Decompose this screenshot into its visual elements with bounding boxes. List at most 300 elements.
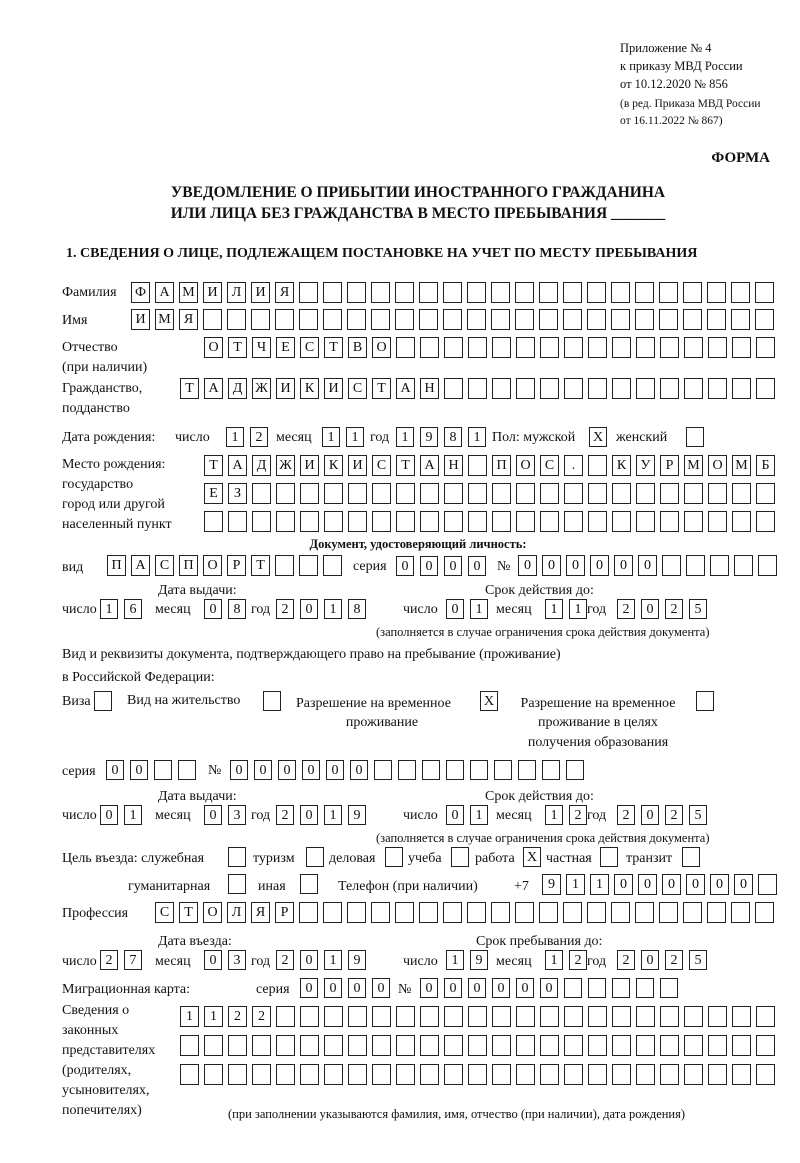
birth-place-1-cell[interactable]: К <box>612 455 631 476</box>
citizenship-cell[interactable] <box>708 378 727 399</box>
patronymic-cell[interactable] <box>756 337 775 358</box>
name-cell[interactable] <box>491 309 510 330</box>
id-number-cell[interactable]: 0 <box>566 555 585 576</box>
id-number-cell[interactable]: 0 <box>518 555 537 576</box>
representatives-3-cell[interactable] <box>468 1064 487 1085</box>
profession-cell[interactable] <box>491 902 510 923</box>
surname-cell[interactable] <box>659 282 678 303</box>
birth-place-2-cell[interactable] <box>372 483 391 504</box>
birth-place-3-cell[interactable] <box>636 511 655 532</box>
birth-place-2-cell[interactable] <box>444 483 463 504</box>
id-kind-cell[interactable] <box>323 555 342 576</box>
mig-series-cell[interactable]: 0 <box>300 978 318 998</box>
patronymic-cell[interactable] <box>660 337 679 358</box>
birth-place-2-cell[interactable] <box>348 483 367 504</box>
representatives-2-cell[interactable] <box>204 1035 223 1056</box>
entry-day-cell[interactable]: 2 <box>100 950 118 970</box>
representatives-3-cell[interactable] <box>228 1064 247 1085</box>
representatives-2-cell[interactable] <box>276 1035 295 1056</box>
id-issue-year-cell[interactable]: 2 <box>276 599 294 619</box>
purpose-transit-checkbox[interactable] <box>682 847 700 867</box>
stay-issue-year-cell[interactable]: 1 <box>324 805 342 825</box>
representatives-2-cell[interactable] <box>372 1035 391 1056</box>
id-valid-day-cell[interactable]: 0 <box>446 599 464 619</box>
birth-place-2-cell[interactable] <box>612 483 631 504</box>
citizenship-cell[interactable] <box>660 378 679 399</box>
stay-number-cell[interactable] <box>470 760 488 780</box>
citizenship-cell[interactable]: Д <box>228 378 247 399</box>
name-cell[interactable] <box>443 309 462 330</box>
birth-place-3-cell[interactable] <box>228 511 247 532</box>
citizenship-cell[interactable] <box>516 378 535 399</box>
citizenship-cell[interactable]: Т <box>180 378 199 399</box>
citizenship-cell[interactable] <box>636 378 655 399</box>
stay-series-cell[interactable] <box>154 760 172 780</box>
birth-place-1-cell[interactable]: А <box>228 455 247 476</box>
mig-number-cell[interactable] <box>612 978 630 998</box>
patronymic-cell[interactable] <box>708 337 727 358</box>
representatives-3-cell[interactable] <box>324 1064 343 1085</box>
name-cell[interactable] <box>731 309 750 330</box>
birth-place-3-cell[interactable] <box>708 511 727 532</box>
birth-year-cell[interactable]: 8 <box>444 427 462 447</box>
representatives-1-cell[interactable] <box>564 1006 583 1027</box>
surname-cell[interactable] <box>323 282 342 303</box>
citizenship-cell[interactable] <box>732 378 751 399</box>
representatives-3-cell[interactable] <box>420 1064 439 1085</box>
patronymic-cell[interactable]: В <box>348 337 367 358</box>
representatives-2-cell[interactable] <box>540 1035 559 1056</box>
id-series-cell[interactable]: 0 <box>396 556 414 576</box>
purpose-official-checkbox[interactable] <box>228 847 246 867</box>
stay-until-year-cell[interactable]: 2 <box>665 950 683 970</box>
representatives-1-cell[interactable] <box>612 1006 631 1027</box>
stay-number-cell[interactable] <box>422 760 440 780</box>
patronymic-cell[interactable] <box>540 337 559 358</box>
name-cell[interactable] <box>323 309 342 330</box>
birth-place-3-cell[interactable] <box>756 511 775 532</box>
birth-place-1-cell[interactable]: А <box>420 455 439 476</box>
birth-place-1-cell[interactable]: Б <box>756 455 775 476</box>
name-cell[interactable] <box>611 309 630 330</box>
id-kind-cell[interactable]: Т <box>251 555 270 576</box>
patronymic-cell[interactable] <box>732 337 751 358</box>
surname-cell[interactable]: Ф <box>131 282 150 303</box>
representatives-2-cell[interactable] <box>300 1035 319 1056</box>
citizenship-cell[interactable]: И <box>324 378 343 399</box>
patronymic-cell[interactable]: Т <box>228 337 247 358</box>
birth-place-3-cell[interactable] <box>564 511 583 532</box>
birth-place-1-cell[interactable]: И <box>300 455 319 476</box>
citizenship-cell[interactable]: Ж <box>252 378 271 399</box>
profession-cell[interactable] <box>635 902 654 923</box>
id-valid-day-cell[interactable]: 1 <box>470 599 488 619</box>
stay-number-cell[interactable]: 0 <box>230 760 248 780</box>
stay-issue-year-cell[interactable]: 2 <box>276 805 294 825</box>
profession-cell[interactable] <box>563 902 582 923</box>
id-valid-month-cell[interactable]: 1 <box>569 599 587 619</box>
surname-cell[interactable] <box>371 282 390 303</box>
name-cell[interactable] <box>707 309 726 330</box>
stay-issue-month-cell[interactable]: 0 <box>204 805 222 825</box>
representatives-2-cell[interactable] <box>324 1035 343 1056</box>
name-cell[interactable] <box>659 309 678 330</box>
surname-cell[interactable] <box>347 282 366 303</box>
phone-cell[interactable]: 1 <box>566 874 585 895</box>
representatives-3-cell[interactable] <box>660 1064 679 1085</box>
representatives-3-cell[interactable] <box>732 1064 751 1085</box>
representatives-2-cell[interactable] <box>228 1035 247 1056</box>
name-cell[interactable] <box>203 309 222 330</box>
representatives-2-cell[interactable] <box>516 1035 535 1056</box>
mig-number-cell[interactable]: 0 <box>468 978 486 998</box>
representatives-1-cell[interactable] <box>396 1006 415 1027</box>
birth-month-cell[interactable]: 1 <box>322 427 340 447</box>
stay-number-cell[interactable]: 0 <box>278 760 296 780</box>
birth-place-2-cell[interactable] <box>300 483 319 504</box>
representatives-1-cell[interactable] <box>516 1006 535 1027</box>
birth-place-3-cell[interactable] <box>660 511 679 532</box>
surname-cell[interactable] <box>443 282 462 303</box>
patronymic-cell[interactable] <box>564 337 583 358</box>
id-valid-year-cell[interactable]: 5 <box>689 599 707 619</box>
surname-cell[interactable] <box>515 282 534 303</box>
patronymic-cell[interactable] <box>468 337 487 358</box>
profession-cell[interactable] <box>395 902 414 923</box>
stay-until-day-cell[interactable]: 1 <box>446 950 464 970</box>
representatives-2-cell[interactable] <box>756 1035 775 1056</box>
stay-valid-year-cell[interactable]: 5 <box>689 805 707 825</box>
id-number-cell[interactable] <box>686 555 705 576</box>
representatives-2-cell[interactable] <box>732 1035 751 1056</box>
birth-place-3-cell[interactable] <box>540 511 559 532</box>
stay-number-cell[interactable] <box>494 760 512 780</box>
stay-valid-year-cell[interactable]: 2 <box>665 805 683 825</box>
birth-place-2-cell[interactable]: З <box>228 483 247 504</box>
representatives-3-cell[interactable] <box>396 1064 415 1085</box>
entry-month-cell[interactable]: 3 <box>228 950 246 970</box>
profession-cell[interactable]: О <box>203 902 222 923</box>
phone-cell[interactable]: 0 <box>686 874 705 895</box>
patronymic-cell[interactable]: О <box>372 337 391 358</box>
surname-cell[interactable] <box>467 282 486 303</box>
stay-number-cell[interactable] <box>566 760 584 780</box>
stay-until-day-cell[interactable]: 9 <box>470 950 488 970</box>
mig-number-cell[interactable] <box>660 978 678 998</box>
birth-place-3-cell[interactable] <box>420 511 439 532</box>
profession-cell[interactable] <box>611 902 630 923</box>
representatives-1-cell[interactable] <box>540 1006 559 1027</box>
stay-valid-month-cell[interactable]: 1 <box>545 805 563 825</box>
mig-series-cell[interactable]: 0 <box>324 978 342 998</box>
profession-cell[interactable]: Я <box>251 902 270 923</box>
name-cell[interactable] <box>419 309 438 330</box>
birth-day-cell[interactable]: 1 <box>226 427 244 447</box>
birth-place-1-cell[interactable]: О <box>516 455 535 476</box>
birth-place-3-cell[interactable] <box>492 511 511 532</box>
mig-number-cell[interactable]: 0 <box>540 978 558 998</box>
stay-number-cell[interactable] <box>518 760 536 780</box>
representatives-3-cell[interactable] <box>636 1064 655 1085</box>
patronymic-cell[interactable] <box>444 337 463 358</box>
patronymic-cell[interactable] <box>420 337 439 358</box>
id-kind-cell[interactable]: А <box>131 555 150 576</box>
profession-cell[interactable] <box>371 902 390 923</box>
representatives-1-cell[interactable] <box>276 1006 295 1027</box>
id-issue-year-cell[interactable]: 0 <box>300 599 318 619</box>
profession-cell[interactable] <box>707 902 726 923</box>
name-cell[interactable] <box>563 309 582 330</box>
name-cell[interactable] <box>227 309 246 330</box>
stay-valid-year-cell[interactable]: 2 <box>617 805 635 825</box>
profession-cell[interactable] <box>419 902 438 923</box>
representatives-2-cell[interactable] <box>396 1035 415 1056</box>
representatives-2-cell[interactable] <box>252 1035 271 1056</box>
profession-cell[interactable]: Т <box>179 902 198 923</box>
stay-issue-month-cell[interactable]: 3 <box>228 805 246 825</box>
representatives-1-cell[interactable] <box>444 1006 463 1027</box>
stay-valid-year-cell[interactable]: 0 <box>641 805 659 825</box>
id-issue-day-cell[interactable]: 6 <box>124 599 142 619</box>
id-issue-month-cell[interactable]: 0 <box>204 599 222 619</box>
id-series-cell[interactable]: 0 <box>444 556 462 576</box>
birth-place-2-cell[interactable] <box>540 483 559 504</box>
patronymic-cell[interactable] <box>396 337 415 358</box>
purpose-private-checkbox[interactable] <box>600 847 618 867</box>
id-kind-cell[interactable] <box>299 555 318 576</box>
birth-place-2-cell[interactable] <box>564 483 583 504</box>
birth-place-1-cell[interactable]: Т <box>396 455 415 476</box>
surname-cell[interactable] <box>635 282 654 303</box>
profession-cell[interactable]: С <box>155 902 174 923</box>
surname-cell[interactable] <box>731 282 750 303</box>
representatives-3-cell[interactable] <box>348 1064 367 1085</box>
stay-number-cell[interactable] <box>374 760 392 780</box>
stay-valid-day-cell[interactable]: 0 <box>446 805 464 825</box>
phone-cell[interactable]: 0 <box>710 874 729 895</box>
representatives-1-cell[interactable] <box>756 1006 775 1027</box>
surname-cell[interactable] <box>395 282 414 303</box>
purpose-tourism-checkbox[interactable] <box>306 847 324 867</box>
patronymic-cell[interactable] <box>612 337 631 358</box>
birth-place-2-cell[interactable] <box>252 483 271 504</box>
stay-until-month-cell[interactable]: 1 <box>545 950 563 970</box>
birth-year-cell[interactable]: 9 <box>420 427 438 447</box>
purpose-business-checkbox[interactable] <box>385 847 403 867</box>
id-number-cell[interactable] <box>758 555 777 576</box>
birth-place-2-cell[interactable] <box>588 483 607 504</box>
representatives-1-cell[interactable] <box>708 1006 727 1027</box>
representatives-3-cell[interactable] <box>180 1064 199 1085</box>
temp-residence-checkbox[interactable]: X <box>480 691 498 711</box>
surname-cell[interactable]: Я <box>275 282 294 303</box>
birth-month-cell[interactable]: 1 <box>346 427 364 447</box>
birth-place-3-cell[interactable] <box>372 511 391 532</box>
birth-place-3-cell[interactable] <box>468 511 487 532</box>
temp-residence-edu-checkbox[interactable] <box>696 691 714 711</box>
representatives-3-cell[interactable] <box>204 1064 223 1085</box>
birth-place-3-cell[interactable] <box>204 511 223 532</box>
phone-cell[interactable]: 0 <box>638 874 657 895</box>
stay-valid-day-cell[interactable]: 1 <box>470 805 488 825</box>
patronymic-cell[interactable] <box>636 337 655 358</box>
birth-place-1-cell[interactable]: Т <box>204 455 223 476</box>
profession-cell[interactable] <box>539 902 558 923</box>
mig-number-cell[interactable]: 0 <box>444 978 462 998</box>
id-issue-year-cell[interactable]: 1 <box>324 599 342 619</box>
birth-place-1-cell[interactable]: У <box>636 455 655 476</box>
birth-place-1-cell[interactable]: К <box>324 455 343 476</box>
name-cell[interactable] <box>635 309 654 330</box>
patronymic-cell[interactable] <box>588 337 607 358</box>
residence-permit-checkbox[interactable] <box>263 691 281 711</box>
representatives-3-cell[interactable] <box>444 1064 463 1085</box>
id-issue-year-cell[interactable]: 8 <box>348 599 366 619</box>
representatives-3-cell[interactable] <box>516 1064 535 1085</box>
surname-cell[interactable]: И <box>203 282 222 303</box>
entry-year-cell[interactable]: 9 <box>348 950 366 970</box>
profession-cell[interactable] <box>731 902 750 923</box>
citizenship-cell[interactable] <box>612 378 631 399</box>
representatives-3-cell[interactable] <box>492 1064 511 1085</box>
name-cell[interactable]: И <box>131 309 150 330</box>
birth-day-cell[interactable]: 2 <box>250 427 268 447</box>
citizenship-cell[interactable]: К <box>300 378 319 399</box>
representatives-1-cell[interactable] <box>492 1006 511 1027</box>
representatives-2-cell[interactable] <box>468 1035 487 1056</box>
citizenship-cell[interactable]: Т <box>372 378 391 399</box>
id-series-cell[interactable]: 0 <box>468 556 486 576</box>
representatives-1-cell[interactable]: 2 <box>228 1006 247 1027</box>
mig-number-cell[interactable] <box>588 978 606 998</box>
surname-cell[interactable]: И <box>251 282 270 303</box>
stay-series-cell[interactable]: 0 <box>106 760 124 780</box>
representatives-3-cell[interactable] <box>540 1064 559 1085</box>
representatives-1-cell[interactable]: 1 <box>180 1006 199 1027</box>
entry-year-cell[interactable]: 1 <box>324 950 342 970</box>
representatives-3-cell[interactable] <box>588 1064 607 1085</box>
representatives-3-cell[interactable] <box>708 1064 727 1085</box>
citizenship-cell[interactable]: Н <box>420 378 439 399</box>
birth-year-cell[interactable]: 1 <box>396 427 414 447</box>
mig-number-cell[interactable] <box>636 978 654 998</box>
profession-cell[interactable] <box>299 902 318 923</box>
representatives-2-cell[interactable] <box>420 1035 439 1056</box>
profession-cell[interactable]: Л <box>227 902 246 923</box>
name-cell[interactable] <box>539 309 558 330</box>
surname-cell[interactable]: М <box>179 282 198 303</box>
profession-cell[interactable] <box>347 902 366 923</box>
name-cell[interactable] <box>347 309 366 330</box>
phone-cell[interactable]: 0 <box>662 874 681 895</box>
mig-number-cell[interactable]: 0 <box>420 978 438 998</box>
birth-place-3-cell[interactable] <box>276 511 295 532</box>
birth-place-1-cell[interactable] <box>588 455 607 476</box>
birth-place-1-cell[interactable]: Р <box>660 455 679 476</box>
representatives-1-cell[interactable]: 1 <box>204 1006 223 1027</box>
profession-cell[interactable] <box>755 902 774 923</box>
representatives-2-cell[interactable] <box>492 1035 511 1056</box>
stay-issue-year-cell[interactable]: 9 <box>348 805 366 825</box>
stay-number-cell[interactable]: 0 <box>302 760 320 780</box>
name-cell[interactable]: Я <box>179 309 198 330</box>
id-kind-cell[interactable] <box>275 555 294 576</box>
patronymic-cell[interactable]: Ч <box>252 337 271 358</box>
representatives-2-cell[interactable] <box>708 1035 727 1056</box>
birth-place-2-cell[interactable] <box>756 483 775 504</box>
mig-number-cell[interactable]: 0 <box>492 978 510 998</box>
purpose-study-checkbox[interactable] <box>451 847 469 867</box>
stay-until-month-cell[interactable]: 2 <box>569 950 587 970</box>
birth-place-1-cell[interactable]: Н <box>444 455 463 476</box>
birth-place-3-cell[interactable] <box>588 511 607 532</box>
representatives-1-cell[interactable] <box>324 1006 343 1027</box>
representatives-1-cell[interactable] <box>684 1006 703 1027</box>
birth-place-2-cell[interactable] <box>636 483 655 504</box>
birth-place-2-cell[interactable] <box>276 483 295 504</box>
birth-place-2-cell[interactable] <box>492 483 511 504</box>
representatives-1-cell[interactable] <box>372 1006 391 1027</box>
citizenship-cell[interactable] <box>468 378 487 399</box>
birth-place-3-cell[interactable] <box>684 511 703 532</box>
mig-series-cell[interactable]: 0 <box>348 978 366 998</box>
citizenship-cell[interactable] <box>492 378 511 399</box>
profession-cell[interactable] <box>443 902 462 923</box>
entry-year-cell[interactable]: 2 <box>276 950 294 970</box>
stay-number-cell[interactable] <box>446 760 464 780</box>
patronymic-cell[interactable] <box>492 337 511 358</box>
entry-day-cell[interactable]: 7 <box>124 950 142 970</box>
id-kind-cell[interactable]: Р <box>227 555 246 576</box>
birth-place-3-cell[interactable] <box>300 511 319 532</box>
birth-place-3-cell[interactable] <box>348 511 367 532</box>
birth-place-3-cell[interactable] <box>516 511 535 532</box>
representatives-3-cell[interactable] <box>684 1064 703 1085</box>
mig-number-cell[interactable] <box>564 978 582 998</box>
representatives-1-cell[interactable] <box>732 1006 751 1027</box>
representatives-2-cell[interactable] <box>564 1035 583 1056</box>
patronymic-cell[interactable]: О <box>204 337 223 358</box>
representatives-2-cell[interactable] <box>684 1035 703 1056</box>
birth-place-2-cell[interactable] <box>732 483 751 504</box>
profession-cell[interactable] <box>323 902 342 923</box>
id-kind-cell[interactable]: С <box>155 555 174 576</box>
birth-place-2-cell[interactable]: Е <box>204 483 223 504</box>
purpose-work-checkbox[interactable]: X <box>523 847 541 867</box>
id-number-cell[interactable] <box>662 555 681 576</box>
phone-cell[interactable]: 9 <box>542 874 561 895</box>
id-kind-cell[interactable]: О <box>203 555 222 576</box>
profession-cell[interactable] <box>467 902 486 923</box>
surname-cell[interactable] <box>299 282 318 303</box>
birth-place-1-cell[interactable]: С <box>372 455 391 476</box>
entry-month-cell[interactable]: 0 <box>204 950 222 970</box>
name-cell[interactable] <box>515 309 534 330</box>
representatives-1-cell[interactable] <box>300 1006 319 1027</box>
purpose-other-checkbox[interactable] <box>300 874 318 894</box>
profession-cell[interactable]: Р <box>275 902 294 923</box>
id-number-cell[interactable] <box>710 555 729 576</box>
birth-place-1-cell[interactable]: И <box>348 455 367 476</box>
patronymic-cell[interactable]: Т <box>324 337 343 358</box>
id-number-cell[interactable]: 0 <box>590 555 609 576</box>
name-cell[interactable] <box>755 309 774 330</box>
id-number-cell[interactable] <box>734 555 753 576</box>
representatives-1-cell[interactable] <box>348 1006 367 1027</box>
birth-place-2-cell[interactable] <box>324 483 343 504</box>
birth-place-2-cell[interactable] <box>420 483 439 504</box>
birth-place-3-cell[interactable] <box>444 511 463 532</box>
